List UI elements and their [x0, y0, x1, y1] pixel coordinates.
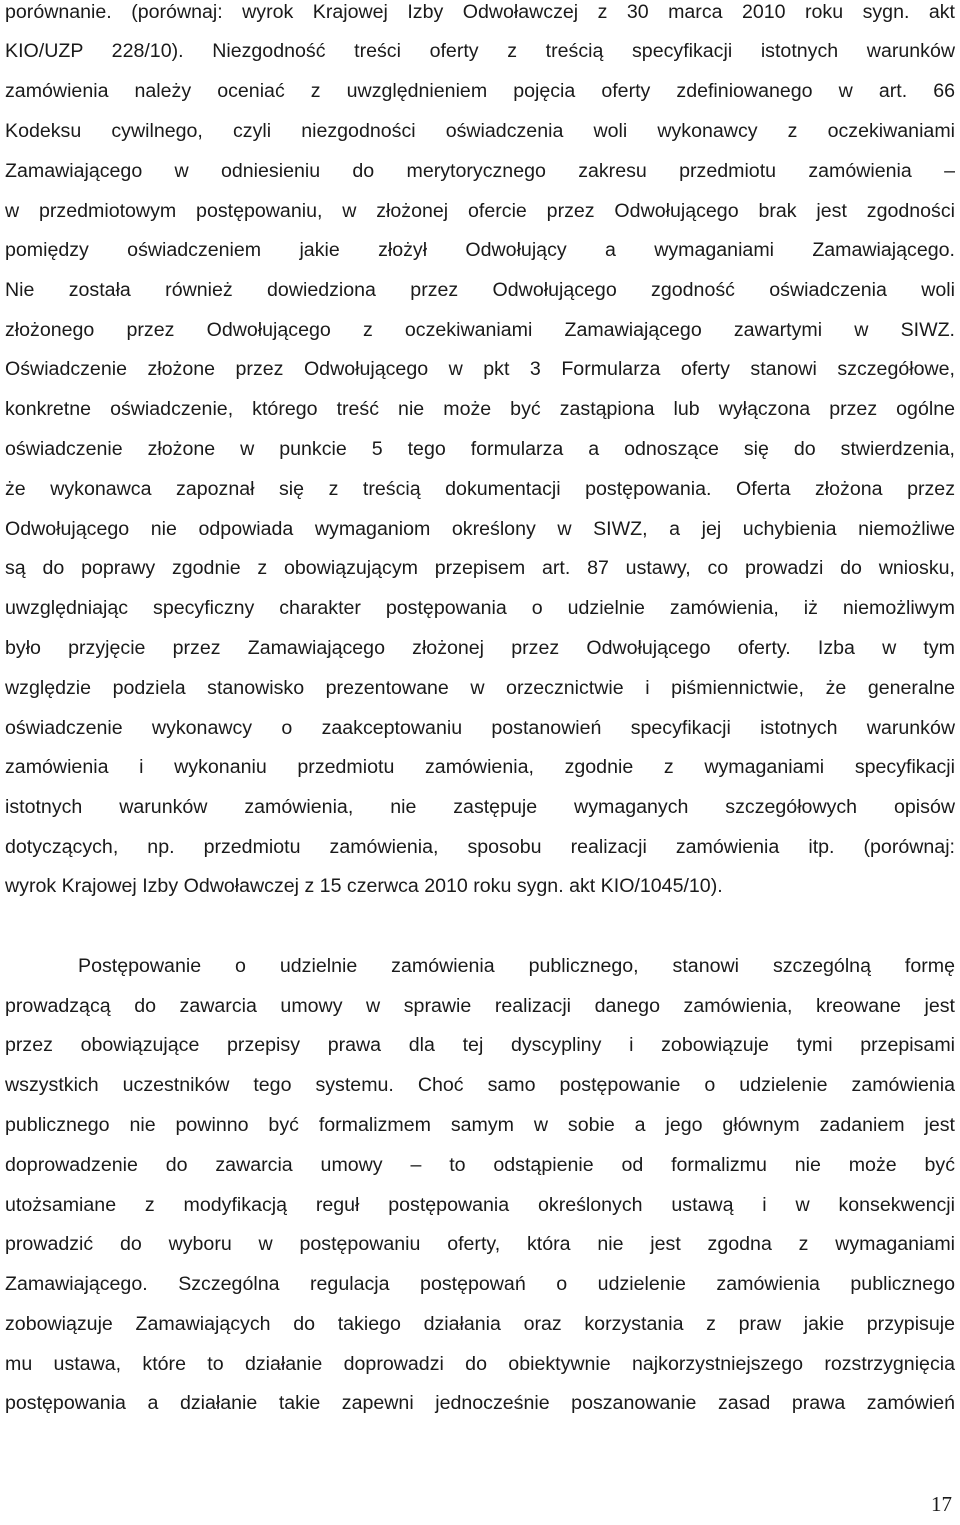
paragraph-line: Zamawiającego. Szczególna regulacja postępowań o udzielenie zamówienia publicznego — [5, 1273, 955, 1295]
paragraph-line: zamówienia i wykonaniu przedmiotu zamówienia, zgodnie z wymaganiami specyfikacji — [5, 756, 955, 778]
paragraph-line: prowadzić do wyboru w postępowaniu oferty, która nie jest zgodna z wymaganiami — [5, 1233, 955, 1255]
paragraph-line: prowadzącą do zawarcia umowy w sprawie realizacji danego zamówienia, kreowane jest — [5, 995, 955, 1017]
paragraph-line: KIO/UZP 228/10). Niezgodność treści oferty z treścią specyfikacji istotnych warunków — [5, 40, 955, 62]
paragraph-line: istotnych warunków zamówienia, nie zastępuje wymaganych szczegółowych opisów — [5, 796, 955, 818]
page-number: 17 — [931, 1492, 952, 1516]
paragraph-line: złożonego przez Odwołującego z oczekiwaniami Zamawiającego zawartymi w SIWZ. — [5, 319, 955, 341]
paragraph-line: Kodeksu cywilnego, czyli niezgodności oświadczenia woli wykonawcy z oczekiwaniami — [5, 120, 955, 142]
paragraph-line: mu ustawa, które to działanie doprowadzi do obiektywnie najkorzystniejszego rozstrzygnięcia — [5, 1353, 955, 1375]
paragraph-line: wszystkich uczestników tego systemu. Choć samo postępowanie o udzielenie zamówienia — [5, 1074, 955, 1096]
paragraph-line: porównanie. (porównaj: wyrok Krajowej Izby Odwoławczej z 30 marca 2010 roku sygn. akt — [5, 1, 955, 23]
paragraph-line: Nie została również dowiedziona przez Odwołującego zgodność oświadczenia woli — [5, 279, 955, 301]
paragraph-line: konkretne oświadczenie, którego treść nie może być zastąpiona lub wyłączona przez ogólne — [5, 398, 955, 420]
paragraph-line: pomiędzy oświadczeniem jakie złożył Odwołujący a wymaganiami Zamawiającego. — [5, 239, 955, 261]
paragraph-line: utożsamiane z modyfikacją reguł postępowania określonych ustawą i w konsekwencji — [5, 1194, 955, 1216]
paragraph-line: oświadczenie złożone w punkcie 5 tego formularza a odnoszące się do stwierdzenia, — [5, 438, 955, 460]
paragraph-line: publicznego nie powinno być formalizmem samym w sobie a jego głównym zadaniem jest — [5, 1114, 955, 1136]
paragraph-line: dotyczących, np. przedmiotu zamówienia, sposobu realizacji zamówienia itp. (porównaj: — [5, 836, 955, 858]
paragraph-line: zamówienia należy oceniać z uwzględnieniem pojęcia oferty zdefiniowanego w art. 66 — [5, 80, 955, 102]
paragraph-line: doprowadzenie do zawarcia umowy – to odstąpienie od formalizmu nie może być — [5, 1154, 955, 1176]
paragraph-line: było przyjęcie przez Zamawiającego złożonej przez Odwołującego oferty. Izba w tym — [5, 637, 955, 659]
paragraph-line: względzie podziela stanowisko prezentowane w orzecznictwie i piśmiennictwie, że generalne — [5, 677, 955, 699]
paragraph-line: Oświadczenie złożone przez Odwołującego w pkt 3 Formularza oferty stanowi szczegółowe, — [5, 358, 955, 380]
paragraph-line: w przedmiotowym postępowaniu, w złożonej ofercie przez Odwołującego brak jest zgodności — [5, 200, 955, 222]
paragraph-line: Odwołującego nie odpowiada wymaganiom określony w SIWZ, a jej uchybienia niemożliwe — [5, 518, 955, 540]
paragraph-line: wyrok Krajowej Izby Odwoławczej z 15 czerwca 2010 roku sygn. akt KIO/1045/10). — [5, 875, 723, 897]
paragraph-line: Postępowanie o udzielnie zamówienia publicznego, stanowi szczególną formę — [78, 955, 955, 977]
paragraph-line: zobowiązuje Zamawiających do takiego działania oraz korzystania z praw jakie przypisuje — [5, 1313, 955, 1335]
paragraph-line: przez obowiązujące przepisy prawa dla tej dyscypliny i zobowiązuje tymi przepisami — [5, 1034, 955, 1056]
paragraph-line: że wykonawca zapoznał się z treścią dokumentacji postępowania. Oferta złożona przez — [5, 478, 955, 500]
paragraph-line: uwzględniając specyficzny charakter postępowania o udzielnie zamówienia, iż niemożliwym — [5, 597, 955, 619]
paragraph-line: postępowania a działanie takie zapewni jednocześnie poszanowanie zasad prawa zamówień — [5, 1392, 955, 1414]
paragraph-line: są do poprawy zgodnie z obowiązującym przepisem art. 87 ustawy, co prowadzi do wniosku, — [5, 557, 955, 579]
paragraph-line: oświadczenie wykonawcy o zaakceptowaniu postanowień specyfikacji istotnych warunków — [5, 717, 955, 739]
paragraph-line: Zamawiającego w odniesieniu do merytorycznego zakresu przedmiotu zamówienia – — [5, 160, 955, 182]
